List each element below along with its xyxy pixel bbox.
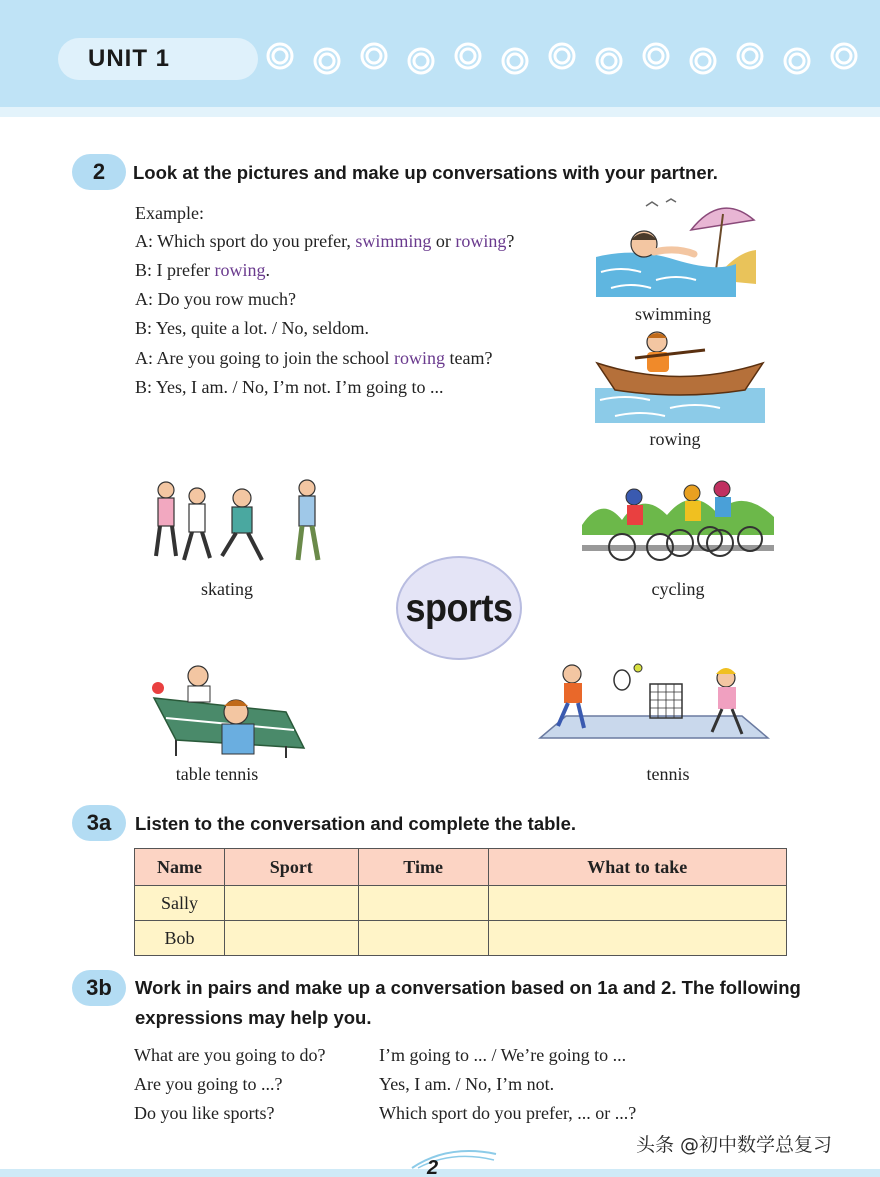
cell-what-to-take[interactable] xyxy=(488,921,786,956)
table-row xyxy=(135,921,787,956)
task-3b-title-line-1: Work in pairs and make up a conversation based on 1a and 2. The following xyxy=(135,977,801,998)
column-header-name: Name xyxy=(135,849,225,886)
task-3b-title-line-2: expressions may help you. xyxy=(135,1007,372,1028)
page-number: 2 xyxy=(427,1157,439,1177)
cell-time[interactable] xyxy=(358,921,488,956)
table-header-row xyxy=(135,849,787,886)
unit-label: UNIT 1 xyxy=(88,45,171,72)
dialogue-line-6: B: Yes, I am. / No, I’m not. I’m going to ... xyxy=(135,377,444,397)
column-header-what-to-take: What to take xyxy=(488,849,786,886)
page-number-swoosh xyxy=(408,1148,498,1170)
skating-picture xyxy=(142,476,342,576)
dialogue-line-4: B: Yes, quite a lot. / No, seldom. xyxy=(135,318,370,338)
rowing-picture xyxy=(595,328,765,423)
expression-left-2: Are you going to ...? xyxy=(134,1074,283,1094)
cycling-picture xyxy=(582,475,774,570)
expression-right-2: Yes, I am. / No, I’m not. xyxy=(379,1074,555,1094)
caption-skating: skating xyxy=(201,579,253,599)
caption-swimming: swimming xyxy=(634,304,711,324)
expression-left-1: What are you going to do? xyxy=(134,1045,326,1065)
dialogue-line-3: A: Do you row much? xyxy=(135,289,296,309)
caption-table-tennis: table tennis xyxy=(175,764,259,784)
cell-sport[interactable] xyxy=(224,921,358,956)
caption-cycling: cycling xyxy=(651,579,705,599)
task-3b-badge: 3b xyxy=(72,970,126,1006)
cell-time[interactable] xyxy=(358,886,488,921)
sports-ellipse xyxy=(396,556,522,660)
tennis-picture xyxy=(536,660,772,744)
task-2-badge: 2 xyxy=(72,154,126,190)
task-2-title: Look at the pictures and make up conversations with your partner. xyxy=(133,162,718,183)
swimming-picture xyxy=(596,192,756,297)
dialogue-line-5: A: Are you going to join the school rowing team? xyxy=(135,348,493,368)
cell-name: Sally xyxy=(135,886,225,921)
caption-rowing: rowing xyxy=(649,429,701,449)
header-strip xyxy=(0,107,880,117)
table-tennis-picture xyxy=(136,660,306,760)
cell-what-to-take[interactable] xyxy=(488,886,786,921)
decorative-rings xyxy=(262,36,880,80)
example-label: Example: xyxy=(135,203,204,223)
watermark-text: 头条 @初中数学总复习 xyxy=(636,1134,833,1156)
dialogue-line-2: B: I prefer rowing. xyxy=(135,260,270,280)
cell-sport[interactable] xyxy=(224,886,358,921)
expression-right-3: Which sport do you prefer, ... or ...? xyxy=(379,1103,637,1123)
expression-left-3: Do you like sports? xyxy=(134,1103,275,1123)
column-header-sport: Sport xyxy=(224,849,358,886)
column-header-time: Time xyxy=(358,849,488,886)
dialogue-line-1: A: Which sport do you prefer, swimming or rowing? xyxy=(135,231,515,251)
expression-right-1: I’m going to ... / We’re going to ... xyxy=(379,1045,627,1065)
task-3a-title: Listen to the conversation and complete the table. xyxy=(135,813,576,834)
caption-tennis: tennis xyxy=(646,764,690,784)
cell-name: Bob xyxy=(135,921,225,956)
table-row xyxy=(135,886,787,921)
task-3a-badge: 3a xyxy=(72,805,126,841)
completion-table xyxy=(134,848,787,956)
sports-word: sports xyxy=(405,585,513,630)
footer-bar xyxy=(0,1169,880,1177)
